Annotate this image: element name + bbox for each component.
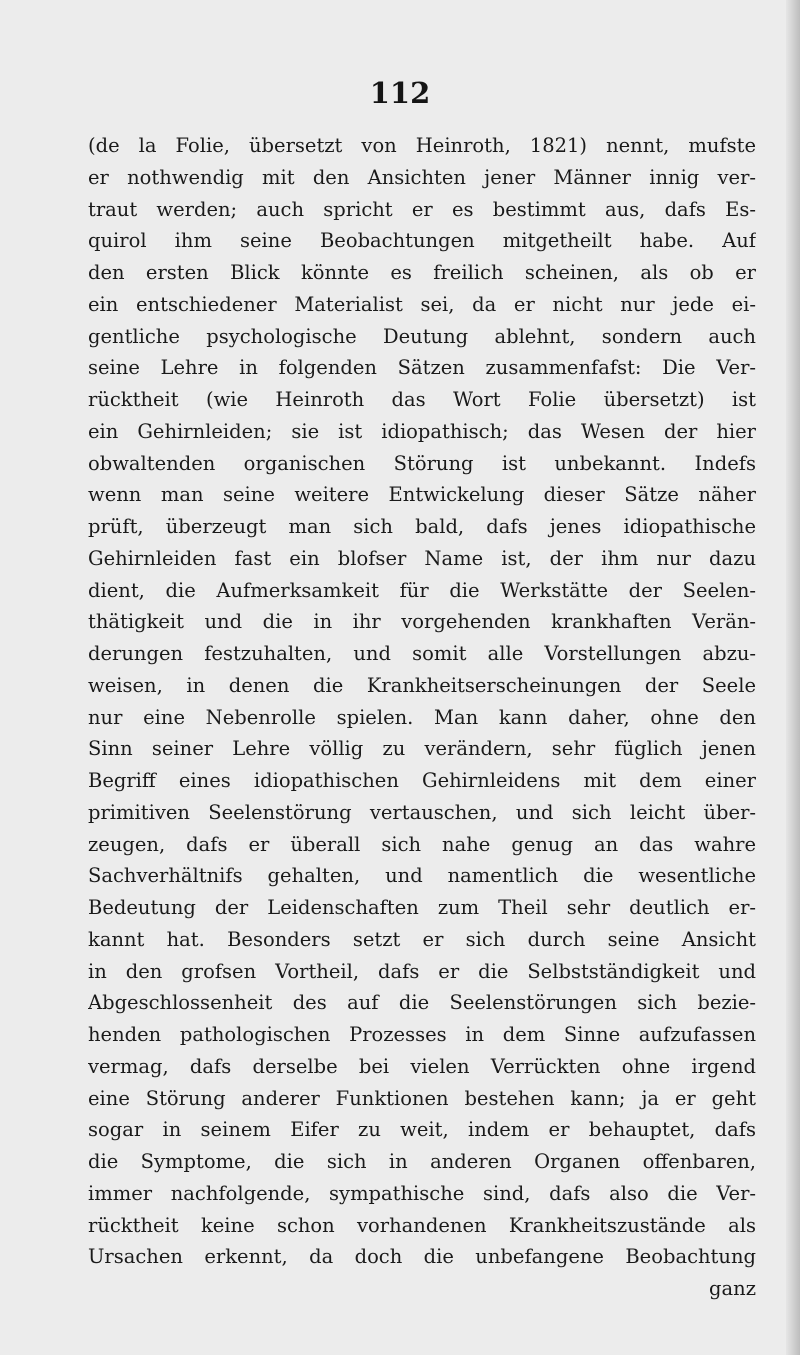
- text-line: ein Gehirnleiden; sie ist idiopathisch; das Wesen der hier: [88, 419, 756, 443]
- text-line: traut werden; auch spricht er es bestimmt aus, dafs Es-: [88, 197, 756, 221]
- text-line: Sinn seiner Lehre völlig zu verändern, sehr füglich jenen: [88, 737, 756, 761]
- text-line: rücktheit keine schon vorhandenen Krankheitszustände als: [88, 1213, 756, 1237]
- text-line: derungen festzuhalten, und somit alle Vorstellungen abzu-: [88, 642, 756, 665]
- text-line: den ersten Blick könnte es freilich scheinen, als ob er: [88, 261, 756, 284]
- text-line: vermag, dafs derselbe bei vielen Verrückten ohne irgend: [88, 1054, 756, 1078]
- text-line: obwaltenden organischen Störung ist unbekannt. Indefs: [88, 451, 756, 475]
- text-line: Ursachen erkennt, da doch die unbefangene Beobachtung: [88, 1245, 756, 1269]
- text-line: er nothwendig mit den Ansichten jener Männer innig ver-: [88, 165, 756, 189]
- text-line: in den grofsen Vortheil, dafs er die Selbstständigkeit und: [88, 959, 756, 983]
- text-line: henden pathologischen Prozesses in dem Sinne aufzufassen: [88, 1023, 756, 1046]
- text-line: prüft, überzeugt man sich bald, dafs jenes idiopathische: [88, 515, 756, 538]
- text-line: Abgeschlossenheit des auf die Seelenstörungen sich bezie-: [88, 991, 756, 1015]
- text-line: wenn man seine weitere Entwickelung dieser Sätze näher: [88, 483, 756, 507]
- text-line: thätigkeit und die in ihr vorgehenden krankhaften Verän-: [88, 610, 756, 634]
- text-line: (de la Folie, übersetzt von Heinroth, 1821) nennt, mufste: [88, 134, 756, 157]
- body-text: [88, 130, 756, 1305]
- catchword: ganz: [709, 1277, 756, 1300]
- text-line: seine Lehre in folgenden Sätzen zusammenfafst: Die Ver-: [88, 356, 756, 380]
- text-line: rücktheit (wie Heinroth das Wort Folie übersetzt) ist: [88, 388, 756, 411]
- text-line: quirol ihm seine Beobachtungen mitgetheilt habe. Auf: [88, 229, 756, 253]
- text-line: eine Störung anderer Funktionen bestehen kann; ja er geht: [88, 1086, 756, 1110]
- text-line: die Symptome, die sich in anderen Organen offenbaren,: [88, 1150, 756, 1173]
- text-line: dient, die Aufmerksamkeit für die Werkstätte der Seelen-: [88, 578, 756, 602]
- text-line: Bedeutung der Leidenschaften zum Theil sehr deutlich er-: [88, 896, 756, 919]
- text-line: Gehirnleiden fast ein blofser Name ist, der ihm nur dazu: [88, 546, 756, 570]
- text-line: weisen, in denen die Krankheitserscheinungen der Seele: [88, 673, 756, 697]
- text-line: Sachverhältnifs gehalten, und namentlich die wesentliche: [88, 864, 756, 888]
- text-line: nur eine Nebenrolle spielen. Man kann daher, ohne den: [88, 705, 756, 729]
- page-edge-shadow: [786, 0, 800, 1355]
- text-line: Begriff eines idiopathischen Gehirnleidens mit dem einer: [88, 769, 756, 792]
- text-line: kannt hat. Besonders setzt er sich durch seine Ansicht: [88, 927, 756, 951]
- text-line: zeugen, dafs er überall sich nahe genug an das wahre: [88, 832, 756, 856]
- text-line: ein entschiedener Materialist sei, da er nicht nur jede ei-: [88, 292, 756, 316]
- page-number: 112: [369, 76, 431, 110]
- text-line: immer nachfolgende, sympathische sind, dafs also die Ver-: [88, 1181, 756, 1205]
- text-line: gentliche psychologische Deutung ablehnt, sondern auch: [88, 324, 756, 348]
- text-line: sogar in seinem Eifer zu weit, indem er behauptet, dafs: [88, 1118, 756, 1142]
- text-line: primitiven Seelenstörung vertauschen, und sich leicht über-: [88, 800, 756, 824]
